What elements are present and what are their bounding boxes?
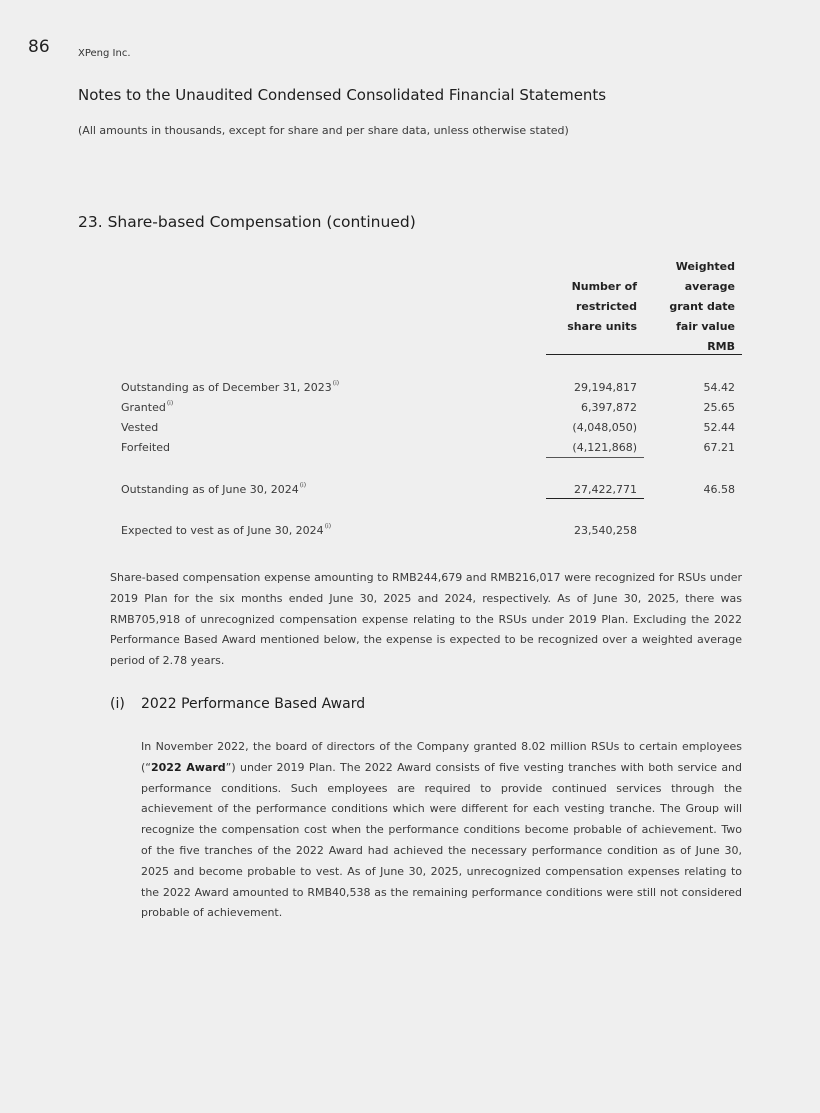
subtotal-rule [546,457,644,458]
row-units: (4,121,868) [572,441,637,454]
subsection-paragraph: In November 2022, the board of directors of the Company granted 8.02 million RSUs to certain employees (“2022 Award”) under 2019 Plan. The 2022 Award consists of five vesting tranches with both service and performance conditions. Such employees are required to provide continued services through the achievement of the performance conditions which were different for each vesting tranche. The Group will recognize the compensation cost when the performance conditions become probable of achievement. Two of the five tranches of the 2022 Award had achieved the necessary performance condition as of June 30, 2025 and become probable to vest. As of June 30, 2025, unrecognized compensation expenses relating to the 2022 Award amounted to RMB40,538 as the remaining performance conditions were still not considered probable of achievement. [141,740,743,920]
page-title: Notes to the Unaudited Condensed Consolidated Financial Statements [78,86,607,104]
page-subtitle: (All amounts in thousands, except for share and per share data, unless otherwise stated) [78,124,569,137]
table-row [0,381,820,401]
body-paragraph: Share-based compensation expense amounting to RMB244,679 and RMB216,017 were recognized for RSUs under 2019 Plan for the six months ended June 30, 2025 and 2024, respectively. As of June 30, 2025, there was RMB705,918 of unrecognized compensation expense relating to the RSUs under 2019 Plan. Excluding the 2022 Performance Based Award mentioned below, the expense is expected to be recognized over a weighted average period of 2.78 years. [110,571,742,668]
column-header-units-line: share units [567,320,637,333]
table-row [0,401,820,421]
page-number: 86 [28,37,50,57]
header-rule [546,354,742,355]
section-heading: 23. Share-based Compensation (continued) [78,213,416,231]
row-fair-value: 67.21 [703,441,735,454]
column-header-fair-value-line: Weighted [675,260,735,273]
column-header-fair-value-line: fair value [676,320,735,333]
column-header-fair-value-line: average [684,280,735,293]
column-header-fair-value [650,257,735,357]
row-label: Outstanding as of June 30, 2024$^{(i)}$ [121,482,307,496]
subsection-number: (i) [110,696,125,712]
defined-term: 2022 Award [151,760,226,774]
row-fair-value: 52.44 [703,421,735,434]
row-units: (4,048,050) [572,421,637,434]
table-row [0,524,820,544]
column-header-units [540,277,637,337]
table-row [0,421,820,441]
row-fair-value: 54.42 [703,381,735,394]
row-units: 23,540,258 [574,524,637,537]
subsection-title: 2022 Performance Based Award [141,696,366,712]
row-label: Vested [121,421,159,434]
row-label: Granted$^{(i)}$ [121,400,174,414]
row-label: Outstanding as of December 31, 2023$^{(i)}$ [121,380,340,394]
table-row [0,483,820,503]
row-units: 27,422,771 [574,483,637,496]
row-fair-value: 25.65 [703,401,735,414]
row-label: Forfeited [121,441,170,454]
row-fair-value: 46.58 [703,483,735,496]
column-header-fair-value-line: RMB [707,340,735,353]
row-label: Expected to vest as of June 30, 2024$^{(i)}$ [121,523,332,537]
column-header-units-line: Number of [571,280,637,293]
column-header-units-line: restricted [576,300,637,313]
company-name: XPeng Inc. [78,48,131,59]
row-units: 6,397,872 [581,401,637,414]
table-row [0,441,820,461]
total-rule [546,498,644,499]
row-units: 29,194,817 [574,381,637,394]
column-header-fair-value-line: grant date [669,300,735,313]
